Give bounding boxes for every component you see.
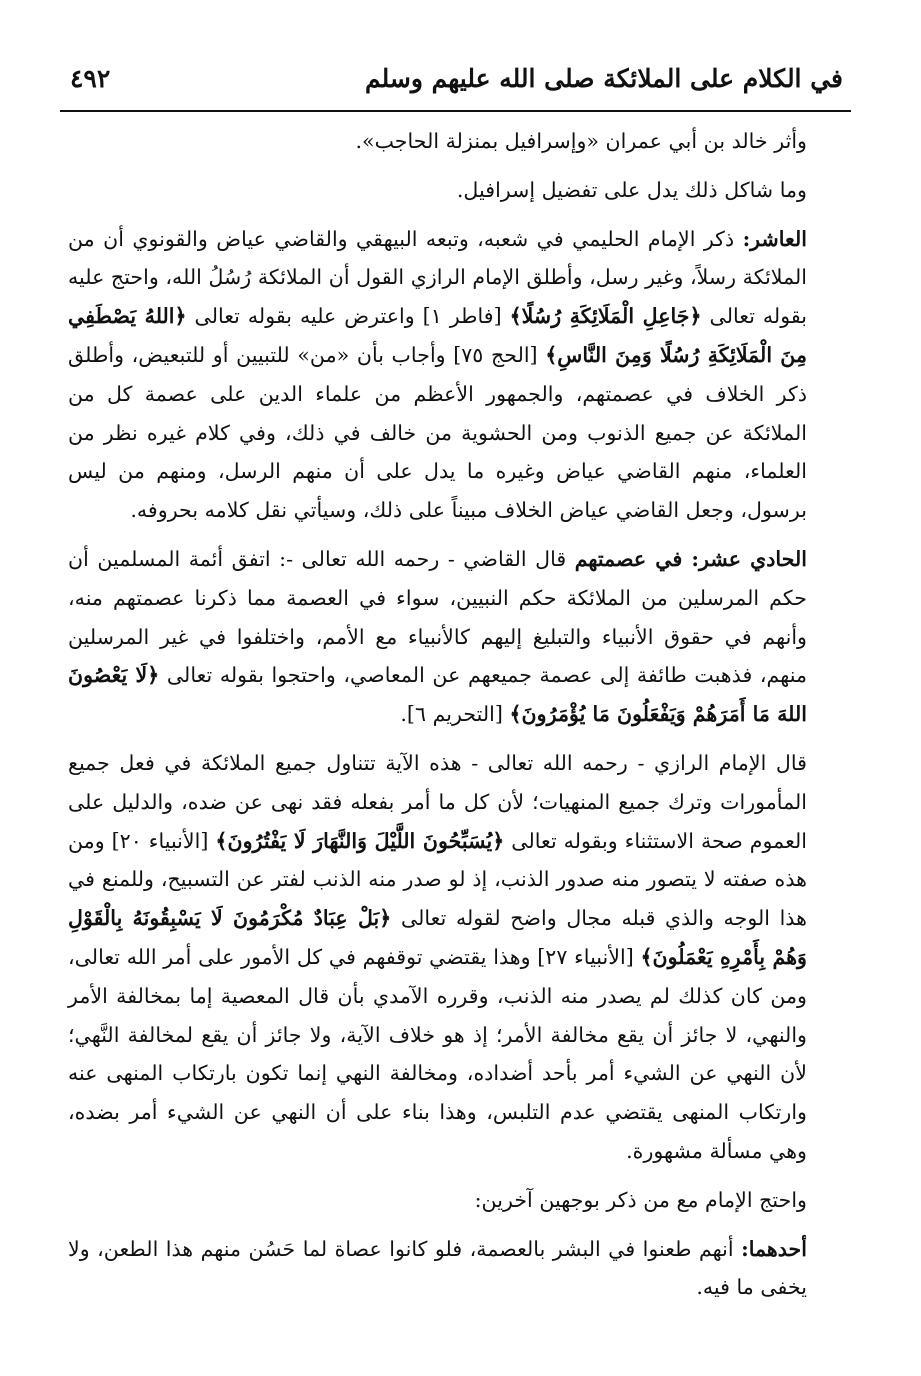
paragraph [68,744,839,1171]
quran-verse: ﴿يُسَبِّحُونَ اللَّيْلَ وَالنَّهَارَ لَا يَفْتُرُونَ﴾ [215,828,505,853]
section-heading: أحدهما: [741,1236,807,1261]
section-heading: العاشر: [742,226,807,251]
header-divider [60,110,851,112]
text-run: أنهم طعنوا في البشر بالعصمة، فلو كانوا عصاة لما حَسُن منهم هذا الطعن، ولا يخفى ما فيه. [68,1236,807,1300]
running-title: في الكلام على الملائكة صلى الله عليهم وسلم [364,63,843,93]
page-header [70,58,843,98]
page-body [68,122,839,1317]
text-run: وما شاكل ذلك يدل على تفضيل إسرافيل. [456,177,807,202]
paragraph [68,220,839,530]
quran-verse: ﴿لَا يَعْصُونَ اللهَ مَا أَمَرَهُمْ وَيَفْعَلُونَ مَا يُؤْمَرُونَ﴾ [68,663,807,727]
section-heading: الحادي عشر: في عصمتهم [574,546,807,571]
paragraph [68,1230,839,1308]
text-run: وأثر خالد بن أبي عمران «وإسرافيل بمنزلة الحاجب». [355,129,807,153]
text-run: واحتج الإمام مع من ذكر بوجهين آخرين: [474,1187,807,1212]
text-run: قال الإمام الرازي - رحمه الله تعالى - هذه الآية تتناول جميع الملائكة في فعل جميع المأمورات وترك جميع المنهيات؛ لأن كل ما أمر بفعله فقد نهى عن ضده، والدليل على العموم صحة الاستثناء وبقوله تعالى [68,750,808,853]
text-run: [الأنبياء ٢٠] ومن هذه صفته لا يتصور منه صدور الذنب، إذ لو صدر منه الذنب لفتر عن التسبيح، وللمنع في هذا الوجه والذي قبله مجال واضح لقوله تعالى [68,828,807,931]
text-run: [فاطر ١] واعترض عليه بقوله تعالى [186,304,510,329]
text-run: [الأنبياء ٢٧] وهذا يقتضي توقفهم في كل الأمور على أمر الله تعالى، ومن كان كذلك لم يصدر منه الذنب، وقرره الآمدي بأن قال المعصية إما بمخالفة الأمر والنهي، لا جائز أن يقع مخالفة الأمر؛ إذ هو خلاف الآية، ولا جائز أن يقع لمخالفة النَّهي؛ لأن النهي عن الشيء أمر بأحد أضداده، ومخالفة النهي إنما تكون بارتكاب المنهى عنه وارتكاب المنهى يقتضي عدم التلبس، وهذا بناء على أن النهي عن الشيء أمر بضده، وهي مسألة مشهورة. [68,944,807,1163]
quran-verse: ﴿اللهُ يَصْطَفِي مِنَ الْمَلَائِكَةِ رُسُلًا وَمِنَ النَّاسِ﴾ [68,304,807,367]
text-run: قال القاضي - رحمه الله تعالى -: اتفق أئمة المسلمين أن حكم المرسلين من الملائكة حكم النبيين، سواء في العصمة مما ذكرنا عصمتهم منه، وأنهم في حقوق الأنبياء والتبليغ إليهم كالأنبياء مع الأمم، واختلفوا في غير المرسلين منهم، فذهبت طائفة إلى عصمة جميعهم عن المعاصي، واحتجوا بقوله تعالى [68,546,807,688]
page-number: ٤٩٢ [70,63,111,93]
paragraph [68,1181,839,1220]
text-run: ذكر الإمام الحليمي في شعبه، وتبعه البيهقي والقاضي عياض والقونوي أن من الملائكة رسلاً، وغير رسل، وأطلق الإمام الرازي القول أن الملائكة رُسُلُ الله، واحتج عليه بقوله تعالى [68,226,807,329]
text-run: [التحريم ٦]. [400,702,510,727]
quran-verse: ﴿بَلْ عِبَادٌ مُكْرَمُونَ لَا يَسْبِقُونَهُ بِالْقَوْلِ وَهُمْ بِأَمْرِهِ يَعْمَلُونَ﴾ [68,906,807,969]
paragraph [68,171,839,210]
paragraph [68,540,839,734]
paragraph [68,122,839,161]
quran-verse: ﴿جَاعِلِ الْمَلَائِكَةِ رُسُلًا﴾ [509,304,702,329]
text-run: [الحج ٧٥] وأجاب بأن «من» للتبيين أو للتبعيض، وأطلق ذكر الخلاف في عصمتهم، والجمهور الأعظم من علماء الدين على عصمة كل من الملائكة عن جميع الذنوب ومن الحشوية من خالف في ذلك، وفي كلام غيره نظر من العلماء، منهم القاضي عياض وغيره ما يدل على أن منهم الرسل، ومنهم من ليس برسول، وجعل القاضي عياض الخلاف مبيناً على ذلك، وسيأتي نقل كلامه بحروفه. [68,342,807,523]
